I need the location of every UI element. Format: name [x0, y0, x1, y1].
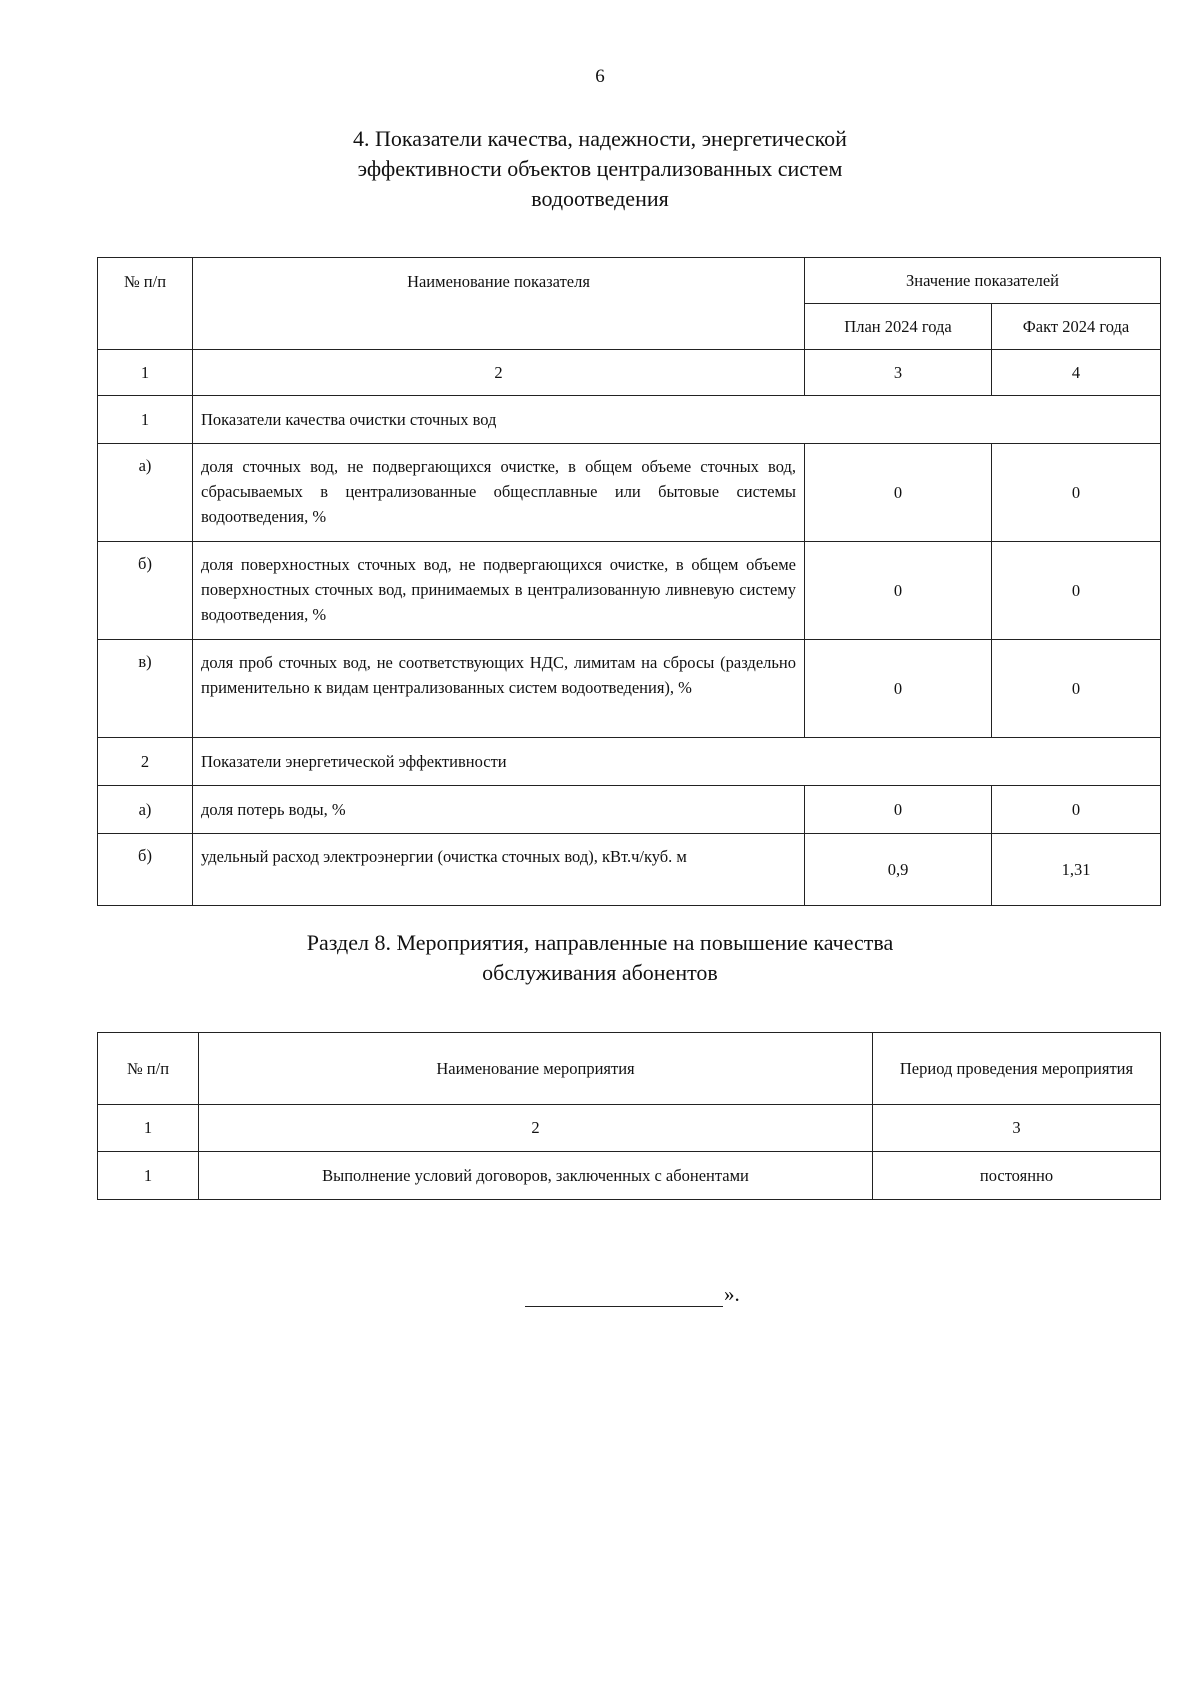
plan-value: 0: [805, 542, 992, 640]
closing-quote-mark: ».: [724, 1282, 740, 1306]
header-indicator-name: Наименование показателя: [193, 258, 805, 350]
section-title-line: эффективности объектов централизованных систем: [357, 156, 843, 181]
plan-value: 0: [805, 786, 992, 834]
column-number: 1: [98, 1105, 199, 1152]
section-title-line: 4. Показатели качества, надежности, энергетической: [353, 126, 847, 151]
section-title-line: обслуживания абонентов: [482, 960, 718, 985]
table-row: [98, 834, 1161, 906]
indicator-name: доля проб сточных вод, не соответствующих НДС, лимитам на сбросы (раздельно применительно к видам централизованных систем водоотведения), %: [193, 640, 805, 738]
group-title: Показатели энергетической эффективности: [193, 738, 1161, 786]
header-period: Период проведения мероприятия: [873, 1033, 1161, 1105]
column-number: 2: [193, 350, 805, 396]
header-fact: Факт 2024 года: [992, 304, 1161, 350]
table-row: [98, 444, 1161, 542]
indicator-name: доля поверхностных сточных вод, не подвергающихся очистке, в общем объеме поверхностных сточных вод, принимаемых в централизованную ливневую систему водоотведения, %: [193, 542, 805, 640]
group-num: 1: [98, 396, 193, 444]
measure-period: постоянно: [873, 1152, 1161, 1200]
row-num: в): [98, 640, 193, 738]
column-number: 3: [873, 1105, 1161, 1152]
row-num: а): [98, 444, 193, 542]
fact-value: 0: [992, 542, 1161, 640]
fact-value: 1,31: [992, 834, 1161, 906]
group-row: [98, 738, 1161, 786]
column-number: 3: [805, 350, 992, 396]
header-plan: План 2024 года: [805, 304, 992, 350]
column-number: 2: [199, 1105, 873, 1152]
section-title-measures: [0, 928, 1200, 988]
group-num: 2: [98, 738, 193, 786]
table-row: [98, 786, 1161, 834]
indicator-name: доля сточных вод, не подвергающихся очистке, в общем объеме сточных вод, сбрасываемых в централизованные общесплавные или бытовые системы водоотведения, %: [193, 444, 805, 542]
measure-name: Выполнение условий договоров, заключенных с абонентами: [199, 1152, 873, 1200]
column-number: 4: [992, 350, 1161, 396]
header-measure-name: Наименование мероприятия: [199, 1033, 873, 1105]
table-row: [98, 640, 1161, 738]
section-title-line: водоотведения: [531, 186, 669, 211]
header-num: № п/п: [98, 258, 193, 350]
fact-value: 0: [992, 640, 1161, 738]
header-num: № п/п: [98, 1033, 199, 1105]
indicator-name: удельный расход электроэнергии (очистка сточных вод), кВт.ч/куб. м: [193, 834, 805, 906]
table-row: [98, 542, 1161, 640]
row-num: б): [98, 542, 193, 640]
indicator-name: доля потерь воды, %: [193, 786, 805, 834]
table-row: [98, 1152, 1161, 1200]
header-values: Значение показателей: [805, 258, 1161, 304]
column-number: 1: [98, 350, 193, 396]
row-num: 1: [98, 1152, 199, 1200]
section-title-line: Раздел 8. Мероприятия, направленные на повышение качества: [306, 930, 894, 955]
row-num: б): [98, 834, 193, 906]
group-title: Показатели качества очистки сточных вод: [193, 396, 1161, 444]
plan-value: 0: [805, 444, 992, 542]
measures-table: [97, 1032, 1161, 1200]
group-row: [98, 396, 1161, 444]
plan-value: 0,9: [805, 834, 992, 906]
page-number: 6: [595, 66, 605, 87]
row-num: а): [98, 786, 193, 834]
fact-value: 0: [992, 444, 1161, 542]
plan-value: 0: [805, 640, 992, 738]
indicators-table: [97, 257, 1161, 906]
section-title-indicators: [0, 124, 1200, 214]
signature-line: [525, 1284, 723, 1307]
fact-value: 0: [992, 786, 1161, 834]
